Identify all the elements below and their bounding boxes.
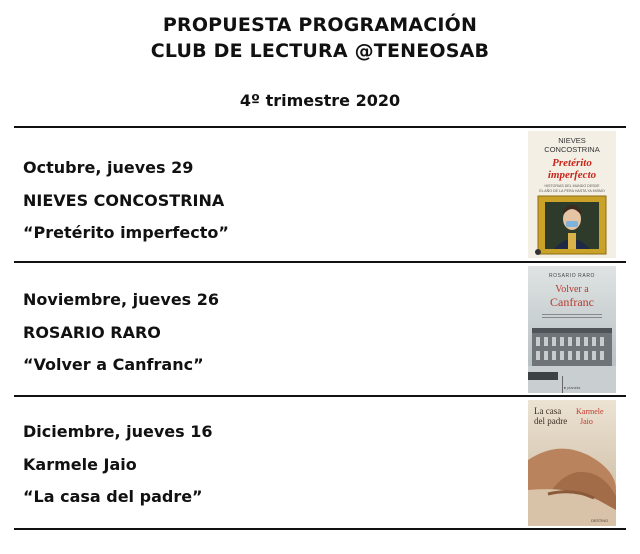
entry-3-author: Karmele Jaio: [23, 455, 137, 474]
book-cover-la-casa-del-padre: [528, 400, 616, 526]
entry-2-date: Noviembre, jueves 26: [23, 290, 220, 309]
page-title-line-2: CLUB DE LECTURA @TENEOSAB: [150, 40, 490, 62]
entry-3-book-title: “La casa del padre”: [23, 487, 203, 506]
cover-1-tagline-line2: EL AÑO DE LA PERA HASTA YA MISMO: [539, 189, 605, 193]
cover-1-title-line1: Pretérito: [552, 157, 592, 169]
entry-2-book-title: “Volver a Canfranc”: [23, 355, 204, 374]
page-title-line-1: PROPUESTA PROGRAMACIÓN: [162, 14, 478, 36]
cover-3-author-line2: Jaio: [580, 417, 593, 426]
cover-1-title-line2: imperfecto: [547, 169, 597, 181]
cover-2-title-line2: Canfranc: [550, 295, 594, 309]
divider-bottom: [14, 528, 626, 530]
divider-1: [14, 261, 626, 263]
entry-3-date: Diciembre, jueves 16: [23, 422, 213, 441]
page-subtitle: 4º trimestre 2020: [239, 91, 401, 110]
divider-top: [14, 126, 626, 128]
cover-1-author-line2: CONCOSTRINA: [544, 145, 600, 154]
cover-2-publisher-mark: ● planeta: [563, 385, 581, 390]
entry-2-author: ROSARIO RARO: [23, 323, 161, 342]
cover-3-title-line1: La casa: [534, 406, 562, 416]
book-cover-volver-a-canfranc: [528, 266, 616, 393]
book-cover-preterito-imperfecto: [528, 131, 616, 258]
cover-2-title-line1: Volver a: [555, 284, 589, 295]
cover-3-author-line1: Karmele: [576, 407, 604, 416]
cover-3-title-line2: del padre: [534, 416, 568, 426]
cover-1-tagline-line1: HISTORIAS DEL MUNDO DESDE: [544, 184, 600, 188]
entry-1-date: Octubre, jueves 29: [23, 158, 194, 177]
cover-1-author-line1: NIEVES: [558, 136, 586, 145]
cover-3-publisher-mark: DESTINO: [591, 519, 608, 523]
entry-1-author: NIEVES CONCOSTRINA: [23, 191, 225, 210]
divider-2: [14, 395, 626, 397]
cover-2-author: ROSARIO RARO: [548, 273, 596, 279]
entry-1-book-title: “Pretérito imperfecto”: [23, 223, 229, 242]
